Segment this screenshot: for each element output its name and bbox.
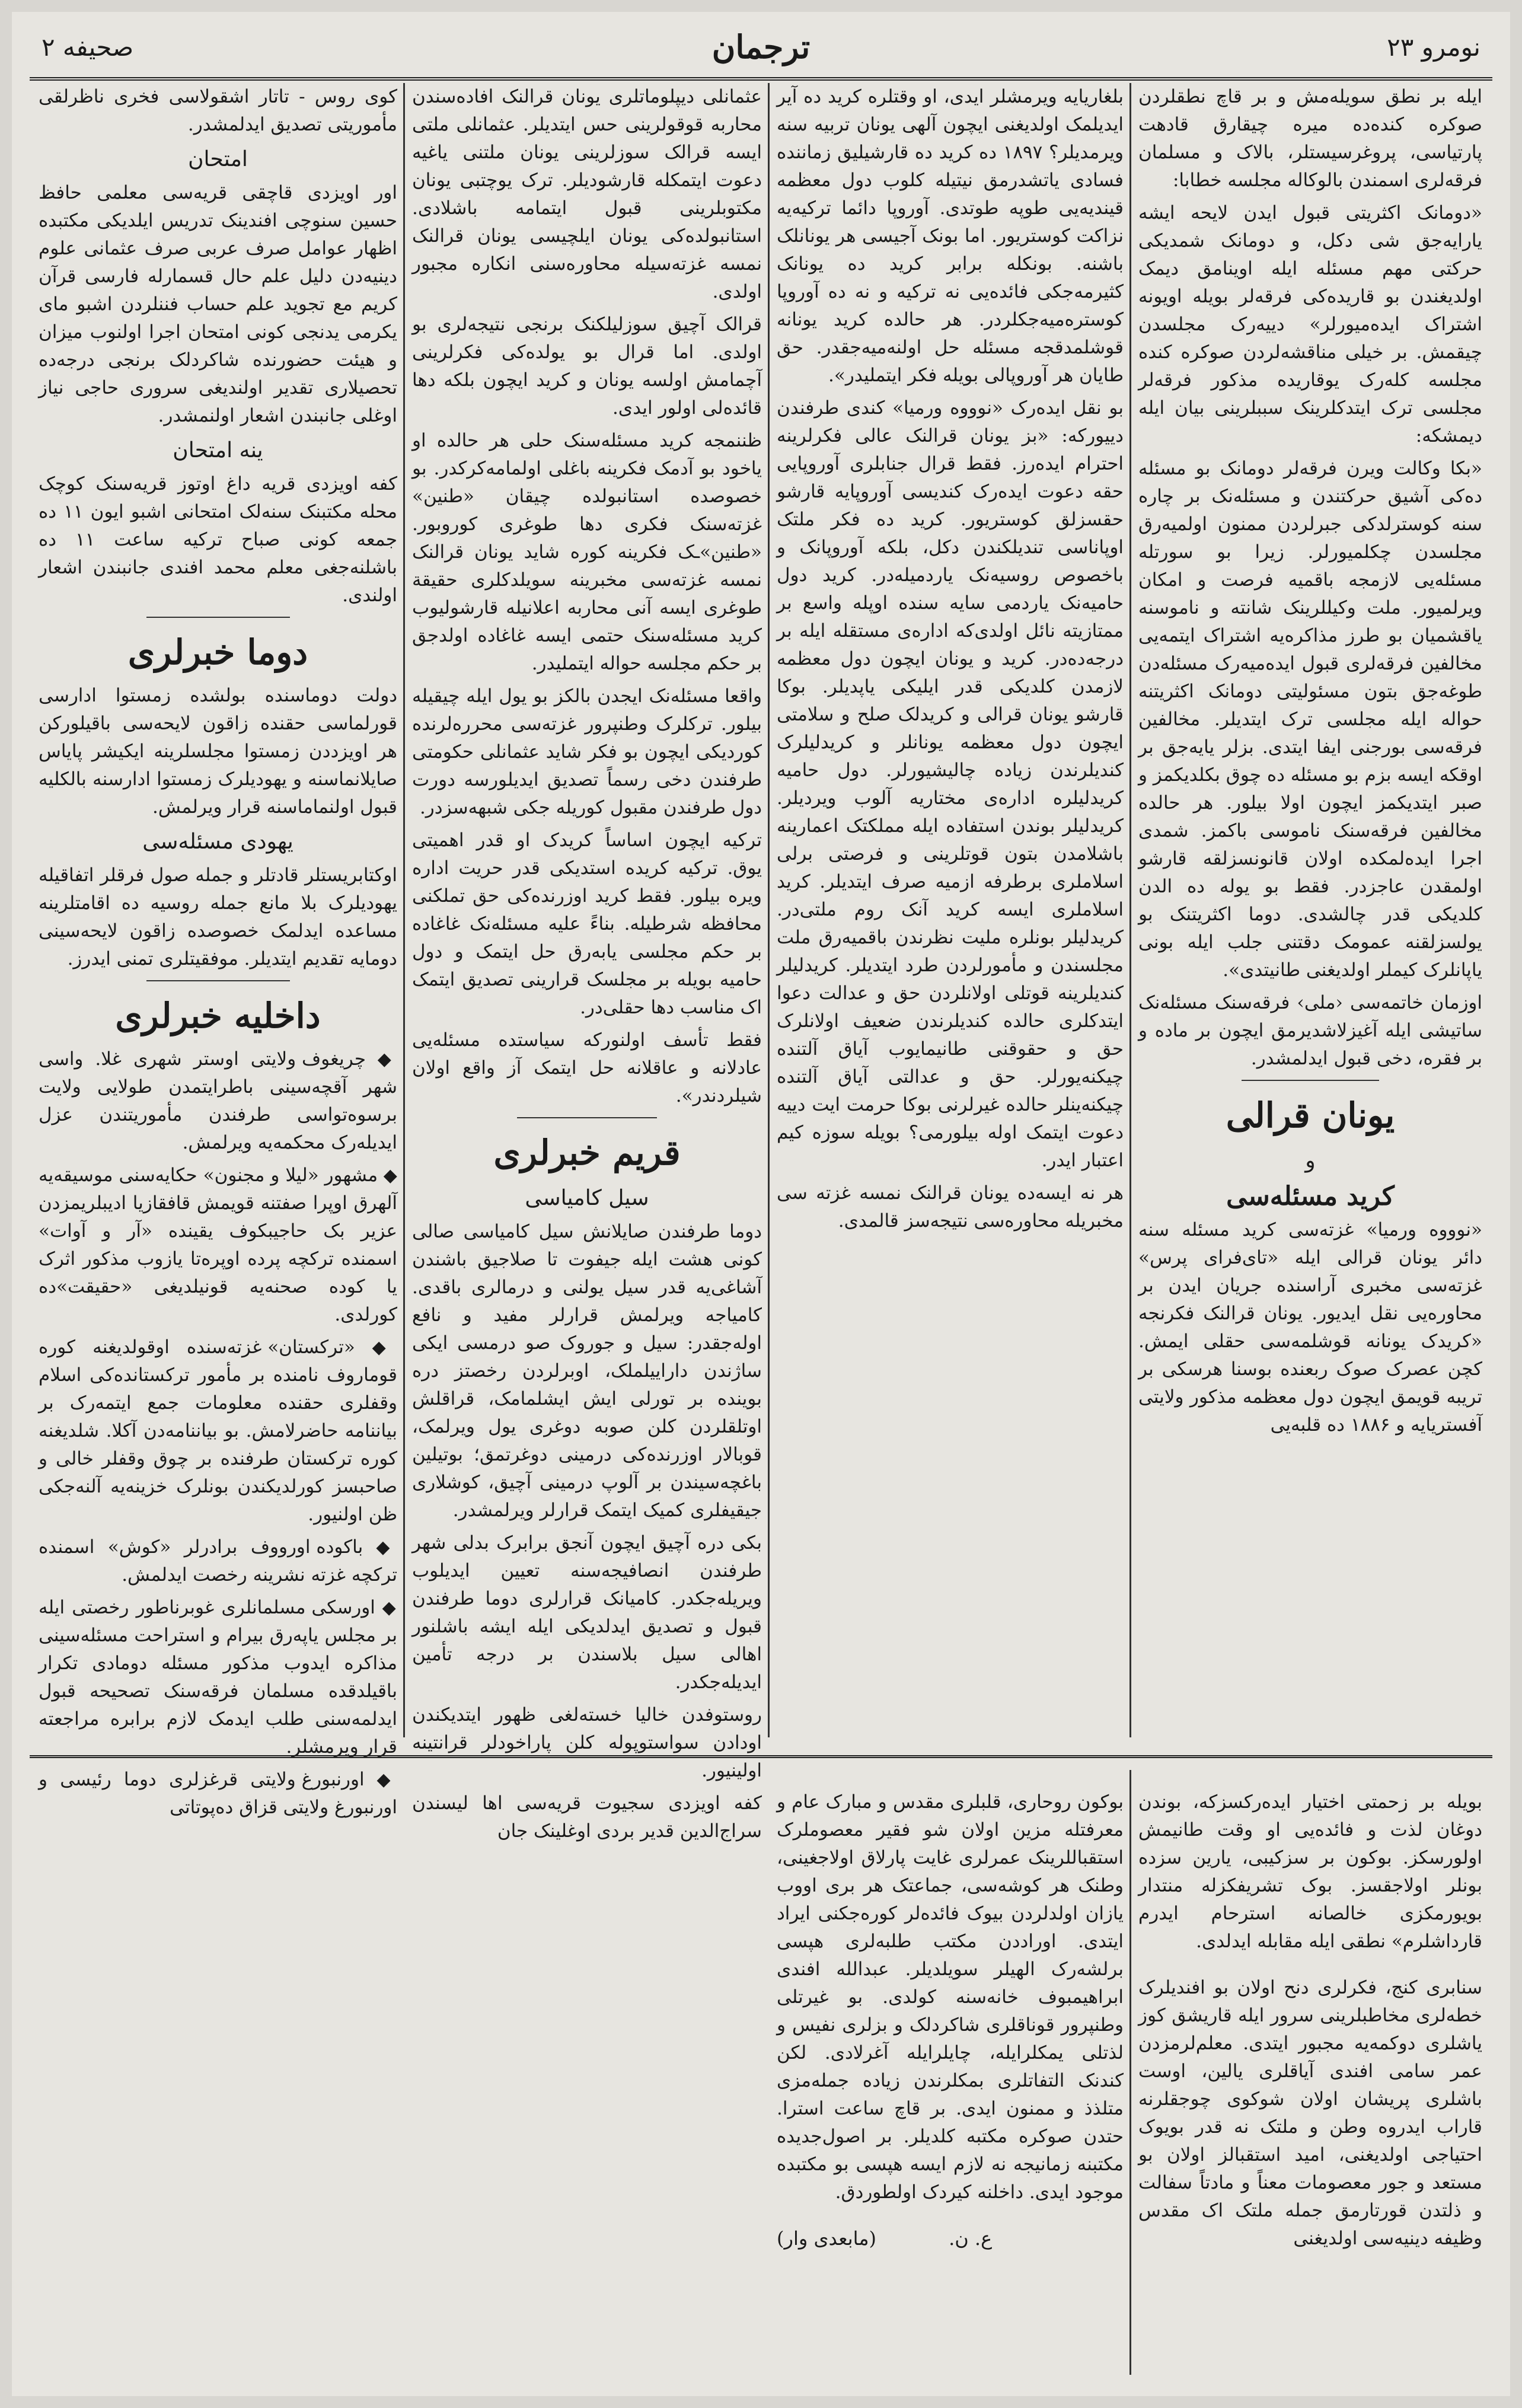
article-paragraph: قرالک آچیق سوزلیلکنک برنجی نتیجه‌لری بو اولدی. اما قرال بو یولده‌کی فکرلرینی آچمامش اولسه یونان و کرید ایچون بلکه دها قائده‌لی اولور ایدی.: [412, 314, 762, 419]
column-3: [412, 83, 762, 1842]
section-divider: [146, 617, 290, 618]
article-paragraph: عثمانلی دیپلوماتلری یونان قرالنک افاده‌سندن محاربه قوقولرینی حس ایتدیلر. عثمانلی ملتی ایسه قرالک سوزلرینی یونان ملتنی یاغیه دعوت ایتمکله قارشودیلر. ترک یوچتبی یونان مکتوبلرینی قبول ایتمامه باشلادی. استانبولده‌کی یونان ایلچیسی یونان قرالنک نمسه غزته‌سیله محاوره‌سنی انکاره مجبور اولدی.: [412, 86, 762, 302]
article-paragraph: بویله بر زحمتی اختیار ایده‌رکسزکه، بوندن دوغان لذت و فائده‌یی او وقت طانیمش اولورسکز. بوکون بر سزکیبی، یارین سزده بونلر اولاجقسز. بوک تشریفکزله منتدار بویورمکزی خالصانه استرحام ایدرم قارداشلرم» نطقی ایله مقابله ایدلدی.: [1138, 1791, 1482, 1952]
column-4: [39, 83, 398, 1818]
column-rule: [1129, 83, 1131, 1737]
article-paragraph: کفه اویزدی قریه داغ اوتوز قریه‌سنک کوچک محله مکتبنک سنه‌لک امتحانی اشبو ایون ۱۱ ده جمعه کونی صباح ترکیه ساعت ۱۱ ده باشلنه‌جغی معلم محمد افندی جانبندن اشعار اولندی.: [39, 473, 397, 606]
heading-internal-news: داخلیه خبرلری: [115, 996, 321, 1036]
continued-note: (مابعدی وار): [777, 2227, 877, 2250]
article-paragraph: واقعا مسئله‌نک ایجدن بالکز بو یول ایله چیقیله بیلور. ترکلرک وطنپرور غزته‌سی محرره‌لرنده کوردیکی ایچون بو فکر شاید عثمانلی حکومتی طرفندن دخی رسماً تصدیق ایدیلورسه دورت دول طرفندن مقبول کوریله جکی شبهه‌سزدر.: [412, 685, 762, 818]
news-item: ◆ باکوده اورووف برادرلر «کوش» اسمنده ترکچه غزته نشرینه رخصت ایدلمش.: [39, 1536, 397, 1586]
diamond-bullet-icon: ◆: [375, 1597, 398, 1618]
article-paragraph: بو نقل ایده‌رک «نوووه ورمیا» کندی طرفندن دییورکه: «بز یونان قرالنک عالی فکرلرینه احترام ایده‌رز. فقط قرال جنابلری آوروپایی حقه دعوت ایده‌رک کندیسی آوروپایه قارشو حقسزلق کوستریور. کرید ده فکر ملتک اوپاناسی تندیلکندن دکل، بلکه آوروپانک و باخصوص روسیه‌نک یاردمیله‌در. کرید دول حامیه‌نک یاردمی سایه سنده اوپله واسع بر ممتازیته نائل اولدی‌که اداره‌ی مستقله ایله بر درجه‌ده‌در. کرید و یونان ایچون دول معظمه لازمدن کلدیکی قدر ایلیکی یاپدیلر. بوکا قارشو یونان قرالی و کریدلک صلح و سلامتی ایچون دول معظمه یونانلر و کریدلیلرک کندیلرندن زیاده چالیشیورلر. دول حامیه کریدلیلره اداره‌ی مختاریه آلوب ویردیلر. کریدلیلر بوندن استفاده ایله مملکتک اعمارینه باشلامدن بتون قوتلرینی و فرصتی برلی اسلاملری برطرفه ازمیه صرف ایتدیلر. کرید اسلاملری ایسه کرید آنک روم ملتی‌در. کریدلیلر بونلره ملیت نظرندن باقمیه‌رق ملت مجلسندن و مأمورلردن طرد ایتدیلر. کریدلیلر کندیلرینه قوتلی اولانلردن حق و عدالت دعوا ایتدکلری حالده کندیلرندن ضعیف اولانلرک حق و حقوقنی طانیمایوب آیاق آلتنده چیکنه‌یورلر. حق و عدالتی آیاق آلتنده چیکنه‌ینلر حالده غیرلرنی بوکا حرمت ایت دییه دعوت ایتمک اوله بیلورمی؟ بویله سوزه کیم اعتبار ایدر.: [777, 397, 1124, 1171]
section-divider: [517, 1117, 657, 1118]
column-rule: [403, 83, 405, 1737]
news-item: ◆ مشهور «لیلا و مجنون» حکایه‌سنی موسیقه‌یه آلهرق اوپرا صفتنه قویمش قافقازیا ادیبلریمزدن عزیر بک حاجیبکوف یقینده «آر و آوات» اسمنده ترکچه پرده اوپره‌تا یازوب مذکور اثرک یا کوده صحنه‌یه قونیلدیغی «حقیقت»ده کورلدی.: [39, 1165, 397, 1325]
article-paragraph: اوکتابریستلر قادتلر و جمله صول فرقلر اتفاقیله یهودیلرک بلا مانع جمله روسیه ده اقامتلرینه مساعده ایدلمک خصوصده زاقون لایحه‌سینی دومایه تقدیم ایتدیلر. موفقیتلری تمنی ایدرز.: [39, 865, 397, 969]
article-paragraph: ظننمجه کرید مسئله‌سنک حلی هر حالده او یاخود بو آدمک فکرینه باغلی اولمامه‌کرکدر. بو خصوصده استانبولده چیقان «طنین» غزته‌سنک فکری دها طوغری کوروبور. «طنین»ـک فکرینه کوره شاید یونان قرالنک نمسه غزته‌سی مخبرینه سویلدکلری حقیقة طوغری ایسه آنی محاربه اعلانیله قارشولیوب کرید مسئله‌سنک حتمی ایسه غاغاده اولدجق بر حکم مجلسه حواله ایتملیدر.: [412, 430, 762, 674]
heading-flood-commission: سیل کامیاسی: [525, 1186, 649, 1210]
diamond-bullet-icon: ◆: [355, 1337, 397, 1358]
article-paragraph: فقط تأسف اولنورکه سیاستده مسئله‌یی عادلانه و عاقلانه حل ایتمک آز واقع اولان شیلردندر».: [412, 1029, 762, 1106]
news-item: ◆ چریغوف ولایتی اوستر شهری غلا. واسی شهر آقچه‌سینی باطرایتمدن طولایی ولایت برسوه‌تواسی طرفندن مأموریتندن عزل ایدیله‌رک محکمه‌یه ویرلمش.: [39, 1048, 397, 1153]
article-paragraph: دوما طرفندن صایلانش سیل کامیاسی صالی کونی هشت ایله جیفوت تا صلاجیق باشندن آشاغی‌یه قدر سیل یولنی و درمالری باقدی. کامیاجه ویرلمش قرارلر مفید و نافع اوله‌جقدر: سیل و جوروک صو درمسی ایکی ساژندن داراییلملک، اوبرلردن رخصتز دره بوینده بر تورلی ایش ایشلمامک، قراقلش اوتلقلردن کلن صوبه دوغری یول ویرلمک، قوبالار اوزرنده‌کی درمینی دوغرتمق؛ بوتیلین باغچه‌سیندن بر آلوپ درمینی آچیق، کوشلاری جیقیفلری کمیک ایتمک قرارلر ویرلمشدر.: [412, 1221, 762, 1521]
article-paragraph: بوکون روحاری، قلبلری مقدس و مبارک عام و معرفتله مزین اولان شو فقیر معصوملرک استقباللرینک عمرلری غایت پارلاق اولاجغینی، وطنک هر کوشه‌سی، جماعتک هر بری اووب یازان اولدلردن بیوک فائده‌لر کوره‌جکنی ایراد ایتدی. اوراددن مکتب طلبه‌لری هپسی برلشه‌رک الهیلر سویلدیلر. عبدالله افندی ابراهیمبوف خانه‌سنه کولدی. بو غیرتلی وطنپرور قوناقلری شاکردلک و بزلری نفیس و لذتلی یمکلرایله، چایلرایله آغرلادی. لکن کندنک التفاتلری بمکلرندن زیاده جمله‌مزی متلذذ و ممنون ایدی. بر قاچ ساعت استرا. حتدن صوکره مکتبه کلدیلر. بر اصول‌جدیده مکتبنه زمانیجه نه لازم ایسه هپسی بو مکتبده موجود ایدی. داخلنه کیرد‌ک اولطوردق.: [777, 1791, 1124, 2203]
article-paragraph: کوی روس - تاتار اشقولاسی فخری ناظرلقی مأموریتی تصدیق ایدلمشدر.: [39, 86, 397, 135]
section-divider: [1242, 1080, 1379, 1081]
article-paragraph: اوزمان خاتمه‌سی ‹ملی› فرقه‌سنک مسئله‌نک ساتیشی ایله آغیزلاشدیرمق ایچون بر ماده و بر فقره، دخی قبول ایدلمشدر.: [1138, 992, 1482, 1069]
page-number: صحیفه ۲: [42, 33, 134, 62]
article-paragraph: دولت دوماسنده بولشده زمستوا ادارسی قورلماسی حقنده زاقون لایحه‌سی باقیلورکن هر اویزددن زمستوا مجلسلرینه ایکیشر پایاس صایلانماسنه و یهودیلرک زمستوا ادارسنه بالکلیه قبول اولنماماسنه قرار ویرلمش.: [39, 685, 397, 818]
section-divider: [146, 980, 290, 981]
diamond-bullet-icon: ◆: [364, 1769, 397, 1790]
upper-section: [30, 83, 1492, 1842]
article-paragraph: «دومانک اکثریتی قبول ایدن لایحه ایشه یارایه‌جق شی دکل، و دومانک شمدیکی حرکتی مهم مسئله ایله اوینامق دیمک اولدیغندن بو قاریده‌کی فرقه‌لر بویله اویونه اشتراک ایده‌میورلر» دییه‌رک مجلسدن چیقمش. بر خیلی مناقشه‌لردن صوکره کنده مجلسه کله‌رک یوقاریده مذکور فرقه‌لر مجلسی ترک ایتدکلرینک سببلرینی بیان ایله دیمشکه:: [1138, 202, 1482, 446]
news-item: ◆ اورسکی مسلمانلری غوبرناطور رخصتی ایله بر مجلس یاپه‌رق بیرام و استراحت مسئله‌سینی مذاکره ایدوب مذکور مسئله دومادی تکرار باقیلدقده مسلمان فرقه‌سنک تصحیحه قبول ایدلمه‌سنی طلب ایدمک لازم برابره مراجعته قرار ویرمشلر.: [39, 1597, 398, 1758]
column-1: [1138, 83, 1482, 1737]
column-2: [777, 83, 1124, 1737]
column-rule: [768, 83, 770, 1737]
heading-exam: امتحان: [188, 147, 248, 171]
heading-greek-king: یونان قرالی: [1226, 1095, 1395, 1136]
heading-crete-question: کرید مسئله‌سی: [1226, 1181, 1395, 1211]
article-paragraph: «بکا وکالت ویرن فرقه‌لر دومانک بو مسئله ده‌کی آشیق حرکتندن و مسئله‌نک بر چاره سنه کوسترلدکی جبرلردن ممنون اولمیه‌رق مجلسدن چکلمیورلر. زیرا بو سورتله مسئله‌یی لازمجه باقمیه فرصت و امکان ویرلمیور. ملت وکیللرینک شانته و ناموسنه یاقشمیان بو طرز مذاکره‌یه اشتراک ایتمه‌یی مخالفین فرقه‌لری قبول ایده‌میه‌رک مسئله‌دن طوغه‌جق بتون مسئولیتی دومانک اکثریتنه حواله ایله مجلسی ترک ایتدیلر. مخالفین فرقه‌سی بورجنی ایفا ایتدی. بزلر یایه‌جق بر اوقکه ایسه بزم بو مسئله ده چوق بکلدیکمز و صبر ایتدیکمز ایچون اولا بیلور. هر حالده مخالفین فرقه‌سنک ناموسی باکمز. شمدی اجرا ایده‌لمکده اولان قانونسزلقه قارشو اولمقدن عاجزدر. فقط بو یوله ده الدن کلدیکی قدر چالشدی. دوما اکثریتنک بو یولسزلقنه عمومک دقتنی جلب ایله بونی یاپانلرک کیملر اولدیغنی طانیتدی».: [1138, 458, 1482, 981]
article-paragraph: ایله بر نطق سویله‌مش و بر قاچ نطقلردن صوکره کنده‌ده میره چیقارق قادهت پارتیاسی، پروغرسیستلر، بالاک و مسلمان فرقه‌لری اسمندن بالوکاله مجلسه خطابا:: [1138, 86, 1482, 191]
newspaper-title: ترجمان: [711, 28, 811, 66]
lower-column-1: [1138, 1770, 1482, 2375]
signature-line: [777, 2225, 1124, 2253]
masthead: [30, 21, 1492, 81]
article-paragraph: بکی دره آچیق ایچون آنجق برابرک بدلی شهر طرفندن انصافیجه‌سنه تعیین ایدیلوب ویریله‌جکدر. کامیانک قرارلری دوما طرفندن قبول و تصدیق ایدلدیکی ایله ایشه باشلنور اهالی سیل بلاسندن بر درجه تأمین ایدیله‌جکدر.: [412, 1532, 762, 1693]
newspaper-page: [12, 12, 1510, 2396]
heading-exam-2: ینه امتحان: [173, 438, 263, 463]
article-paragraph: ترکیه ایچون اساساً کریدک او قدر اهمیتی یوق. ترکیه کریده استدیکی قدر حریت اداره ویره بیلور. فقط کرید اوزرنده‌کی حق تملکنی محافظه شرطیله. بناءً علیه مسئله‌نک غاغاده بر حکم مجلسی یابه‌رق حل ایتمک و دول حامیه بویله بر مجلسک قرارینی تصدیق ایتمک اک مناسب دها حقلی‌در.: [412, 830, 762, 1018]
author-initials: ع. ن.: [949, 2227, 993, 2250]
article-paragraph: هر نه ایسه‌ده یونان قرالنک نمسه غزته سی مخبریله محاوره‌سی نتیجه‌سز قالمدی.: [777, 1182, 1124, 1232]
heading-crimea-news: قریم خبرلری: [493, 1133, 681, 1173]
lower-column-2: [777, 1770, 1124, 2375]
article-paragraph: بلغاریایه ویرمشلر ایدی، او وقتلره کرید ده آیر ایدیلمک اولدیغنی ایچون آلهی یونان تربیه سنه ویرمدیلر؟ ۱۸۹۷ ده کرید ده قارشیلیق زماننده فسادی یاتشدرمق نیتیله کلوب دول معظمه قیندیه‌یی طوپه طوتدی. آوروپا دائما ترکیه‌یه نزاکت کوستریور. اما بونک آجیسی هر یونانلک باشنه. بونکله برابر کرید ده یونانک کثیرمه‌جکی فائده‌یی نه ترکیه و نه ده آوروپا کوستره‌میه‌جکلردر. هر حالده کرید یونانه قوشلمدقجه مسئله حل اولنه‌میه‌جقدر. حق طایان هر آوروپالی بویله فکر ایتملیدر».: [777, 86, 1124, 386]
article-paragraph: اور اویزدی قاچقی قریه‌سی معلمی حافظ حسین سنوچی افندینک تدریس ایلدیکی مکتبده اظهار عوامل صرف عربی صرف عثمانی علوم دینیه‌دن دلیل علم حال قسمارله فارسی قرآن کریم مع تجوید علم حساب فننلردن اشبو مای یکرمی یدنجی کونی امتحان اجرا اولنوب میزان و هیئت حضورنده شاکردلک برنجی درجه‌ده تحصیلاری تقدیر اولندیغی سروری حاجی نیاز اوغلی جانبندن اشعار اولنمشدر.: [39, 182, 397, 426]
news-item: ◆ «ترکستان» غزته‌سنده اوقولدیغنه کوره قوماروف نامنده بر مأمور ترکستانده‌کی اسلام وقفلری حقنده معلومات جمع ایتمه‌رک بر بیاننامه حاضرلامش. بو بیاننامه‌دن آکلا. شلدیغنه کوره ترکستان طرفنده بر چوق وقفلر خالی و صاحبسز کورلدیکندن بونلرک خزینه‌یه آلنه‌جکی ظن اولنیور.: [39, 1337, 397, 1525]
lower-section: [30, 1755, 1492, 2387]
diamond-bullet-icon: ◆: [363, 1537, 397, 1558]
column-rule: [1129, 1770, 1131, 2375]
heading-jewish-question: یهودی مسئله‌سی: [142, 830, 293, 854]
article-paragraph: سنابری کنج، فکرلری دنح اولان بو افندیلرک خطه‌لری مخاطبلرینی سرور ایله قاریشق کوز یاشلری دوکمه‌یه مجبور ایتدی. معلم‌لرمزدن عمر سامی افندی آیاقلری یالین، اوست باشلری پریشان اولان شوکوی چوجقلرنه قاراب ایدروه وطن و ملتک نه قدر بویوک احتیاجی اولدیغنی، امید استقبالز اولان بو مستعد و جور معصومات معناً و مادتاً سفالت و ذلتدن قورتارمق جمله ملتک اک مقدس وظیفه دینیه‌سی اولدیغنی: [1138, 1977, 1482, 2249]
heading-conjunction: و: [1305, 1149, 1316, 1173]
article-paragraph: «نوووه ورمیا» غزته‌سی کرید مسئله سنه دائر یونان قرالی ایله «تای‌فرای پرس» غزته‌سی مخبری آراسنده جریان ایدن بر محاوره‌یی نقل ایدیور. یونان قرالنک فکرنجه «کریدک یونانه قوشلمه‌سی حقلی ایمش. کچن عصرک صوک ربعنده بوسنا هرسکی بر تریبه قویمق ایچون دول معظمه مذکور ولایتی آفستریایه و ۱۸۸۶ ده قلبه‌یی: [1138, 1219, 1482, 1436]
heading-duma-news: دوما خبرلری: [127, 632, 308, 672]
diamond-bullet-icon: ◆: [378, 1165, 397, 1186]
article-paragraph: روستوفدن خالیا خسته‌لغی ظهور ایتدیکندن اودادن سواستوپوله کلن پاراخودلر قرانتینه اولینیور.: [412, 1704, 762, 1781]
article-paragraph: کفه اویزدی سجیوت قریه‌سی اها لیسندن سراج‌الدین قدیر بردی اوغلینک جان: [412, 1793, 762, 1842]
issue-number: نومرو ۲۳: [1387, 33, 1480, 62]
news-item: ◆ اورنبورغ ولایتی قرغزلری دوما رئیسی و اورنبورغ ولایتی قزاق ده‌پوتاتی: [39, 1769, 397, 1818]
diamond-bullet-icon: ◆: [366, 1049, 397, 1070]
